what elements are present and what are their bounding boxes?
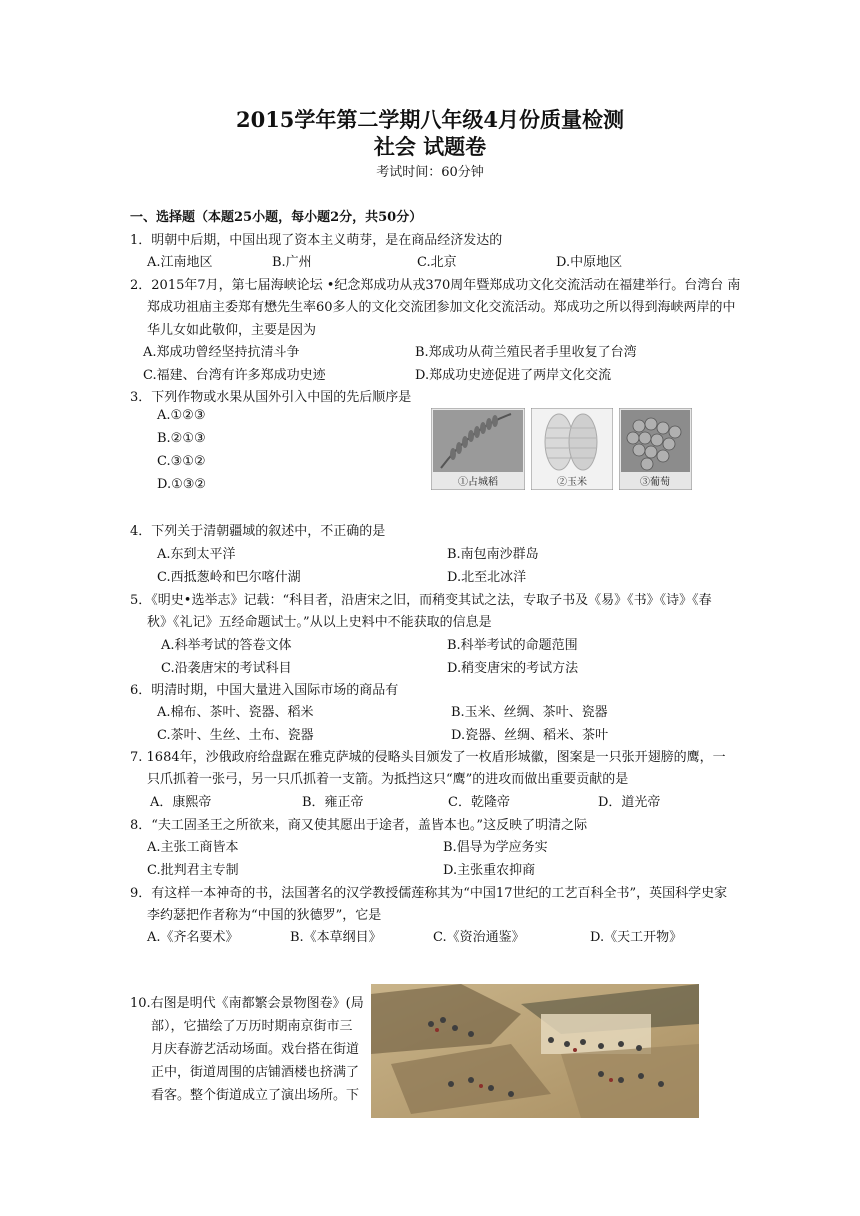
q3-option-a: A.①②③ [157,408,206,423]
q10-line3: 月庆春游艺活动场面。戏台搭在街道 [151,1042,360,1057]
q3-option-d: D.①③② [157,477,207,492]
q1-option-b: B.广州 [272,255,312,270]
q8-option-b: B.倡导为学应务实 [443,840,548,855]
q2-option-b: B.郑成功从荷兰殖民者手里收复了台湾 [415,345,637,360]
q2-option-d: D.郑成功史迹促进了两岸文化交流 [415,368,612,383]
q4-option-c: C.西抵葱岭和巴尔喀什湖 [157,570,301,585]
q4-option-d: D.北至北冰洋 [447,570,527,585]
q3-option-c: C.③①② [157,454,206,469]
q4-stem: 4．下列关于清朝疆域的叙述中，不正确的是 [130,524,386,539]
q7-stem-line1: 7. 1684年，沙俄政府给盘踞在雅克萨城的侵略头目颁发了一枚盾形城徽，图案是一只张开翅膀的鹰，一 [130,750,726,765]
corn-caption: ②玉米 [557,477,587,488]
q10-line1: 10.右图是明代《南都繁会景物图卷》(局 [130,996,364,1011]
q6-option-b: B.玉米、丝绸、茶叶、瓷器 [451,705,608,720]
q5-option-d: D.稍变唐宋的考试方法 [447,661,579,676]
q9-stem-line2: 李约瑟把作者称为“中国的狄德罗”，它是 [147,908,382,923]
painting-image [371,984,699,1118]
grape-caption: ③葡萄 [640,477,670,488]
q8-stem: 8．“夫工固圣王之所欲来，商又使其愿出于途者，盖皆本也。”这反映了明清之际 [130,818,588,833]
q7-option-b: B．雍正帝 [302,795,364,810]
q7-option-a: A．康熙帝 [150,795,212,810]
q8-option-c: C.批判君主专制 [147,863,239,878]
q1-option-d: D.中原地区 [556,255,623,270]
q4-option-b: B.南包南沙群岛 [447,547,539,562]
q9-stem-line1: 9．有这样一本神奇的书，法国著名的汉学教授儒莲称其为“中国17世纪的工艺百科全书”，英国科学史家 [130,886,728,901]
q2-stem-line3: 华儿女如此敬仰，主要是因为 [147,323,317,338]
q2-stem-line2: 郑成功祖庙主委郑有懋先生率60多人的文化交流团参加文化交流活动。郑成功之所以得到海峡两岸的中 [147,300,736,315]
q8-option-d: D.主张重农抑商 [443,863,536,878]
grape-image [619,408,692,490]
q8-option-a: A.主张工商皆本 [147,840,239,855]
q3-option-b: B.②①③ [157,431,206,446]
rice-caption: ①占城稻 [458,477,498,488]
q9-option-c: C.《资治通鉴》 [433,930,525,945]
q2-option-c: C.福建、台湾有许多郑成功史迹 [143,368,326,383]
q2-option-a: A.郑成功曾经坚持抗清斗争 [143,345,300,360]
q10-line2: 部），它描绘了万历时期南京街市三 [151,1019,353,1034]
exam-subtitle: 社会 试题卷 [373,134,487,159]
q5-stem-line2: 秋》《礼记》五经命题试士。”从以上史料中不能获取的信息是 [147,615,492,630]
q10-line5: 看客。整个街道成立了演出场所。下 [151,1088,360,1103]
q7-stem-line2: 只爪抓着一张弓，另一只爪抓着一支箭。为抵挡这只“鹰”的进攻而做出重要贡献的是 [147,772,629,787]
corn-image [531,408,613,490]
rice-image [431,408,525,490]
q9-option-a: A.《齐名要术》 [147,930,239,945]
q5-option-c: C.沿袭唐宋的考试科目 [161,661,292,676]
exam-title: 2015学年第二学期八年级4月份质量检测 [235,107,625,132]
q6-option-a: A.棉布、茶叶、瓷器、稻米 [157,705,314,720]
q6-option-c: C.茶叶、生丝、土布、瓷器 [157,728,314,743]
q5-stem-line1: 5．《明史•选举志》记载：“科目者，沿唐宋之旧，而稍变其试之法，专取子书及《易》《书》《诗》《春 [130,593,712,608]
q5-option-a: A.科举考试的答卷文体 [161,638,292,653]
q7-option-d: D．道光帝 [598,795,661,810]
exam-time: 考试时间：60分钟 [376,165,484,180]
q1-option-c: C.北京 [417,255,457,270]
q9-option-d: D.《天工开物》 [590,930,683,945]
q7-option-c: C．乾隆帝 [448,795,510,810]
q10-line4: 正中，街道周围的店铺酒楼也挤满了 [151,1065,360,1080]
q4-option-a: A.东到太平洋 [157,547,236,562]
q2-stem-line1: 2．2015年7月，第七届海峡论坛 •纪念郑成功从戎370周年暨郑成功文化交流活动在福建举行。台湾台 南 [130,278,741,293]
q6-stem: 6．明清时期，中国大量进入国际市场的商品有 [130,683,399,698]
section-heading: 一、选择题（本题25小题，每小题2分，共50分） [130,210,423,225]
q1-option-a: A.江南地区 [147,255,213,270]
q1-stem: 1．明朝中后期，中国出现了资本主义萌芽，是在商品经济发达的 [130,233,503,248]
q5-option-b: B.科举考试的命题范围 [447,638,578,653]
q6-option-d: D.瓷器、丝绸、稻米、茶叶 [451,728,609,743]
q3-stem: 3．下列作物或水果从国外引入中国的先后顺序是 [130,390,412,405]
q9-option-b: B.《本草纲目》 [290,930,382,945]
